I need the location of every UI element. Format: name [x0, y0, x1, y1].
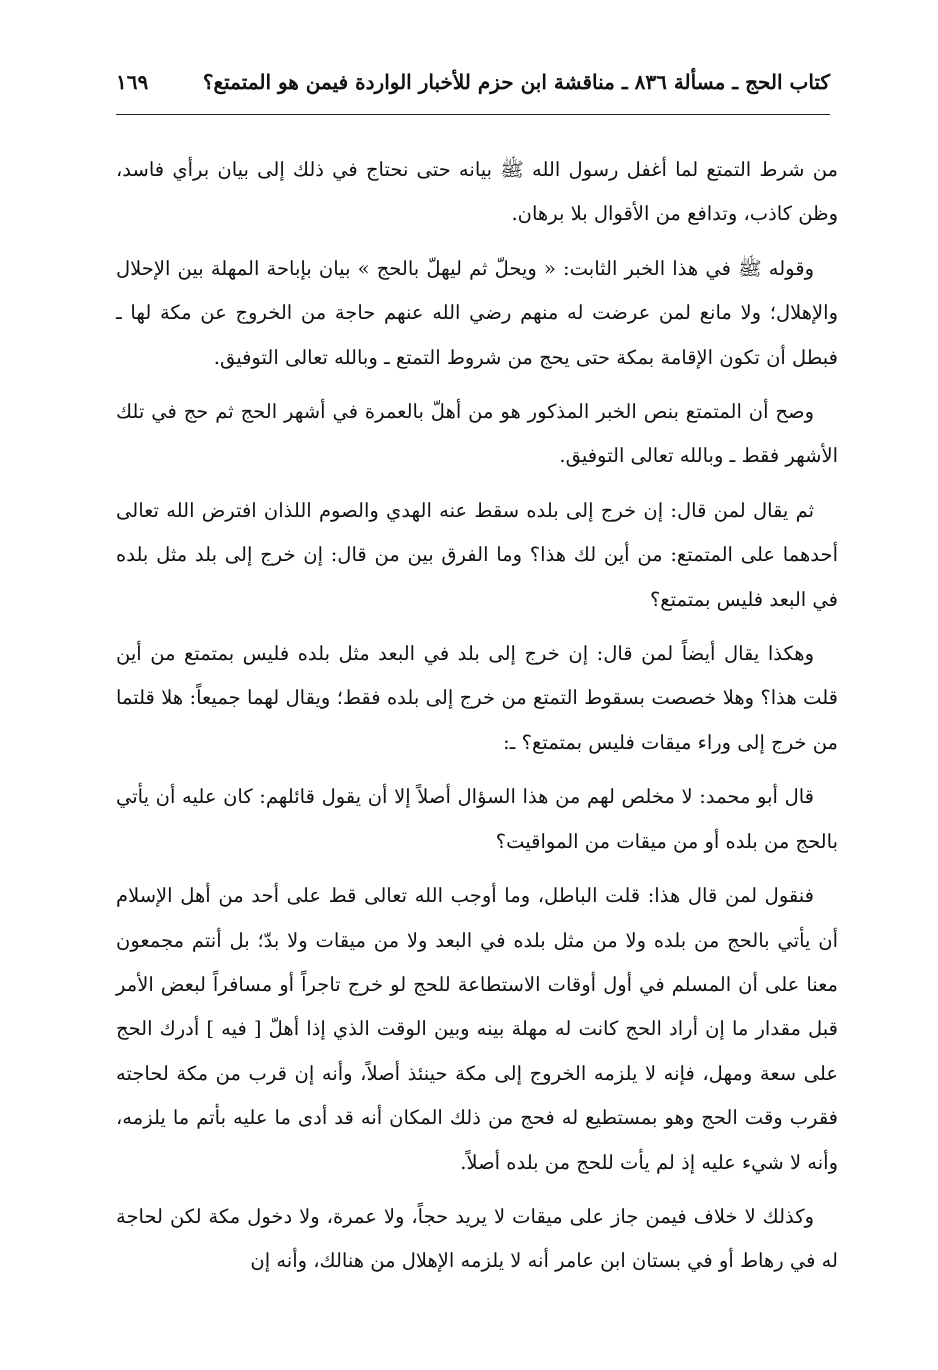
- paragraph: فنقول لمن قال هذا: قلت الباطل، وما أوجب الله تعالى قط على أحد من أهل الإسلام أن يأتي بالحج من بلده ولا من مثل بلده في البعد ولا من ميقات ولا بدّ؛ بل أنتم مجمعون معنا على أن المسلم في أول أوقات الاستطاعة للحج لو خرج تاجراً أو مسافراً لبعض الأمر قبل مقدار ما إن أراد الحج كانت له مهلة بينه وبين الوقت الذي إذا أهلّ [ فيه ] أدرك الحج على سعة ومهل، فإنه لا يلزمه الخروج إلى مكة حينئذ أصلاً، وأنه إن قرب من مكة لحاجته فقرب وقت الحج وهو بمستطيع له فحج من ذلك المكان أنه قد أدى ما عليه بأتم ما يلزمه، وأنه لا شيء عليه إذ لم يأت للحج من بلده أصلاً.: [116, 884, 838, 1174]
- page-header: [116, 70, 830, 115]
- paragraph: وكذلك لا خلاف فيمن جاز على ميقات لا يريد حجاً، ولا عمرة، ولا دخول مكة لكن لحاجة له في رهاط أو في بستان ابن عامر أنه لا يلزمه الإهلال من هنالك، وأنه إن: [116, 1204, 838, 1273]
- page-body: [116, 148, 838, 1294]
- paragraph: قال أبو محمد: لا مخلص لهم من هذا السؤال أصلاً إلا أن يقول قائلهم: كان عليه أن يأتي بالحج من بلده أو من ميقات من المواقيت؟: [116, 785, 838, 853]
- paragraph: وصح أن المتمتع بنص الخبر المذكور هو من أهلّ بالعمرة في أشهر الحج ثم حج في تلك الأشهر فقط ـ وبالله تعالى التوفيق.: [116, 400, 838, 468]
- paragraph: ثم يقال لمن قال: إن خرج إلى بلده سقط عنه الهدي والصوم اللذان افترض الله تعالى أحدهما على المتمتع: من أين لك هذا؟ وما الفرق بين من قال: إن خرج إلى بلد مثل بلده في البعد فليس بمتمتع؟: [116, 498, 838, 611]
- paragraph: وهكذا يقال أيضاً لمن قال: إن خرج إلى بلد في البعد مثل بلده فليس بمتمتع من أين قلت هذا؟ وهلا خصصت بسقوط التمتع من خرج إلى بلده فقط؛ ويقال لهما جميعاً: هلا قلتما من خرج إلى وراء ميقات فليس بمتمتع؟ ـ:: [116, 642, 838, 754]
- paragraph: من شرط التمتع لما أغفل رسول الله ﷺ بيانه حتى نحتاج في ذلك إلى بيان برأي فاسد، وظن كاذب، وتدافع من الأقوال بلا برهان.: [116, 158, 838, 226]
- paragraph: وقوله ﷺ في هذا الخبر الثابت: « ويحلّ ثم ليهلّ بالحج » بيان بإباحة المهلة بين الإحلال والإهلال؛ ولا مانع لمن عرضت له منهم رضي الله عنهم حاجة من الخروج عن مكة لها ـ فبطل أن تكون الإقامة بمكة حتى يحج من شروط التمتع ـ وبالله تعالى التوفيق.: [116, 256, 838, 369]
- running-title: كتاب الحج ـ مسألة ٨٣٦ ـ مناقشة ابن حزم للأخبار الواردة فيمن هو المتمتع؟: [202, 70, 830, 94]
- page-number: ١٦٩: [116, 70, 149, 94]
